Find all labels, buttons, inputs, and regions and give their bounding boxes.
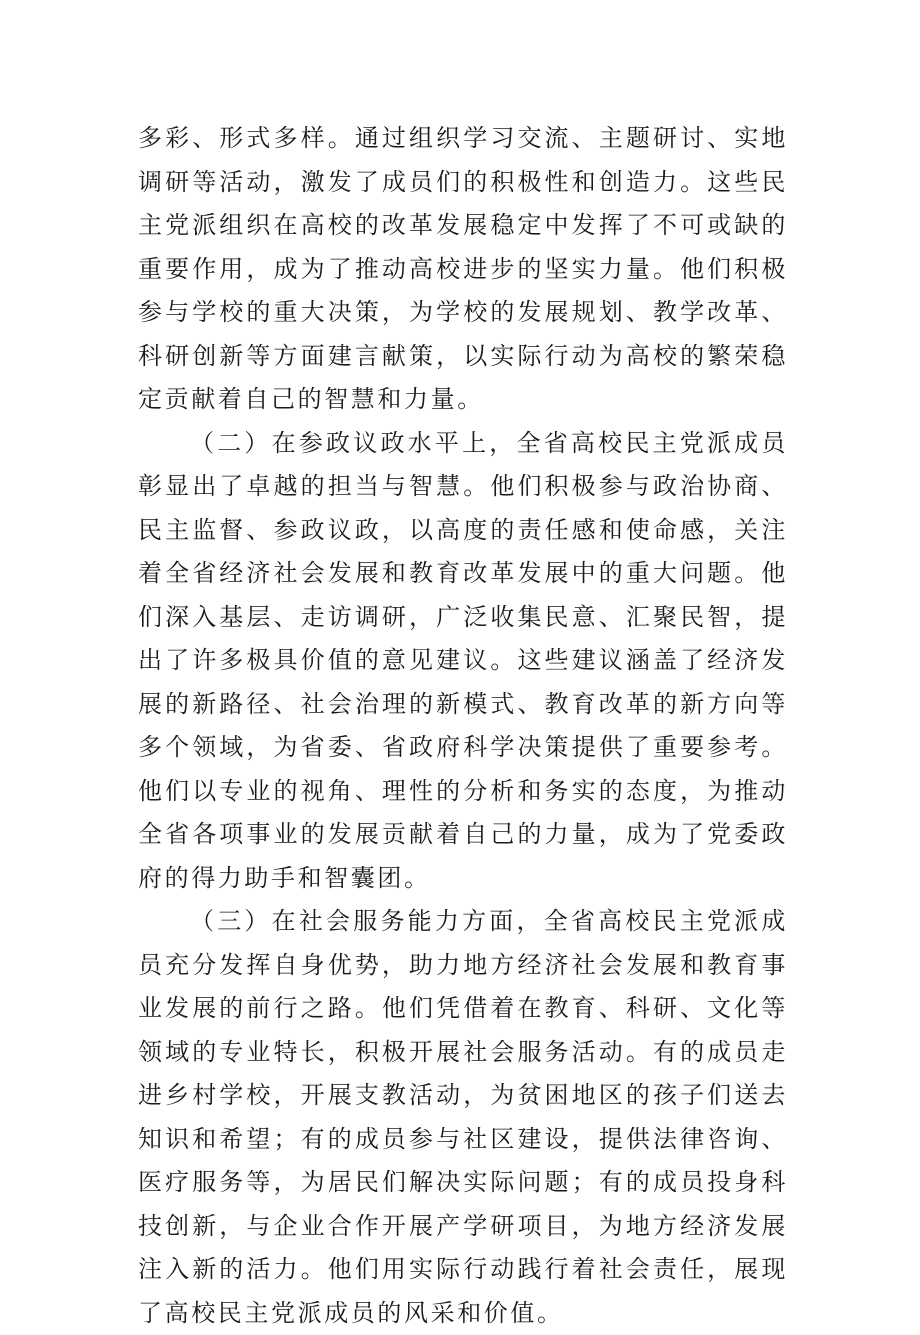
document-body: [138, 117, 788, 1335]
paragraph-continuation: 多彩、形式多样。通过组织学习交流、主题研讨、实地调研等活动，激发了成员们的积极性和创造力。这些民主党派组织在高校的改革发展稳定中发挥了不可或缺的重要作用，成为了推动高校进步的坚实力量。他们积极参与学校的重大决策，为学校的发展规划、教学改革、科研创新等方面建言献策，以实际行动为高校的繁荣稳定贡献着自己的智慧和力量。: [138, 124, 788, 413]
paragraph-section-3: （三）在社会服务能力方面，全省高校民主党派成员充分发挥自身优势，助力地方经济社会发展和教育事业发展的前行之路。他们凭借着在教育、科研、文化等领域的专业特长，积极开展社会服务活动。有的成员走进乡村学校，开展支教活动，为贫困地区的孩子们送去知识和希望；有的成员参与社区建设，提供法律咨询、医疗服务等，为居民们解决实际问题；有的成员投身科技创新，与企业合作开展产学研项目，为地方经济发展注入新的活力。他们用实际行动践行着社会责任，展现了高校民主党派成员的风采和价值。: [138, 907, 788, 1327]
paragraph-section-2: （二）在参政议政水平上，全省高校民主党派成员彰显出了卓越的担当与智慧。他们积极参与政治协商、民主监督、参政议政，以高度的责任感和使命感，关注着全省经济社会发展和教育改革发展中的重大问题。他们深入基层、走访调研，广泛收集民意、汇聚民智，提出了许多极具价值的意见建议。这些建议涵盖了经济发展的新路径、社会治理的新模式、教育改革的新方向等多个领域，为省委、省政府科学决策提供了重要参考。他们以专业的视角、理性的分析和务实的态度，为推动全省各项事业的发展贡献着自己的力量，成为了党委政府的得力助手和智囊团。: [138, 428, 788, 892]
